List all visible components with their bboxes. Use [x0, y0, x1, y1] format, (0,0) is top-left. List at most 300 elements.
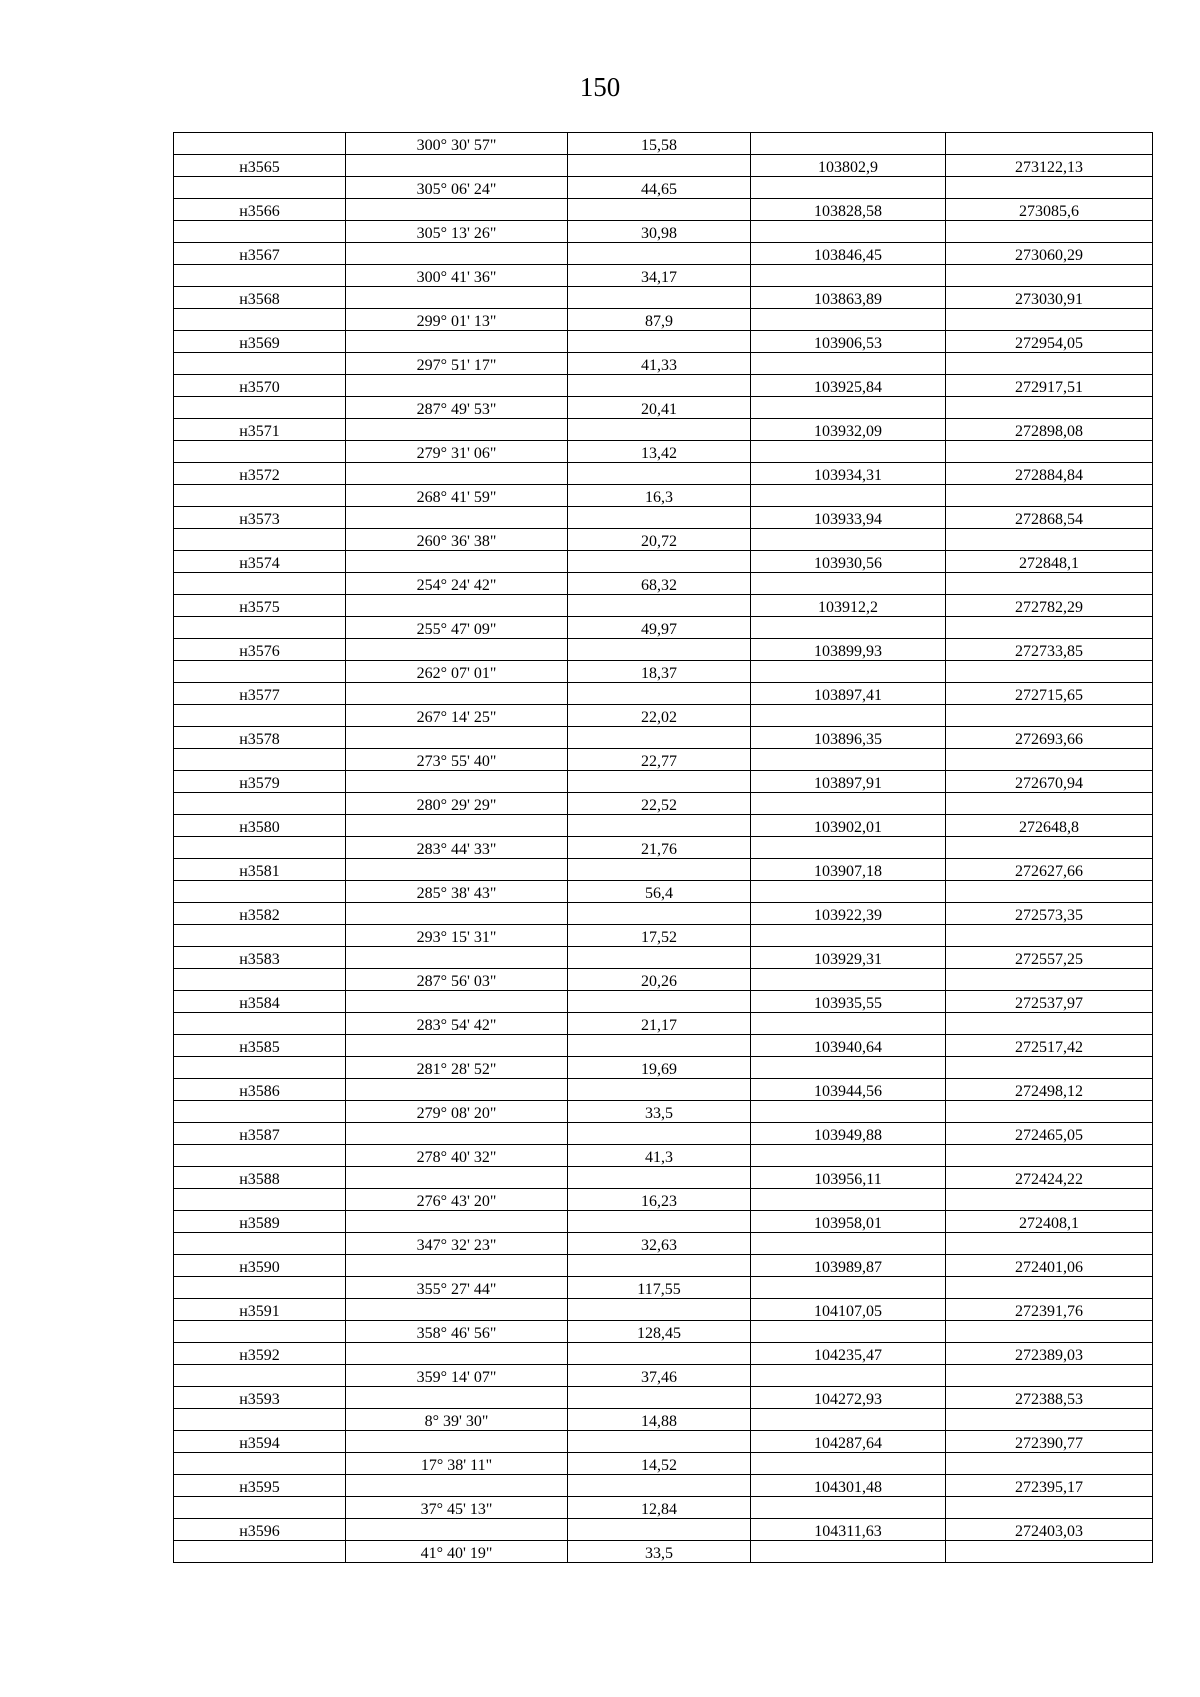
distance-cell: 17,52 [568, 925, 751, 947]
table-row [174, 1167, 1153, 1189]
x-coordinate-cell: 103906,53 [751, 331, 946, 353]
y-coordinate-cell: 272465,05 [946, 1123, 1153, 1145]
y-coordinate-cell [946, 837, 1153, 859]
y-coordinate-cell: 272408,1 [946, 1211, 1153, 1233]
point-name-cell [174, 1321, 346, 1343]
direction-angle-cell [346, 199, 568, 221]
direction-angle-cell: 41° 40' 19" [346, 1541, 568, 1563]
point-name-cell: н3578 [174, 727, 346, 749]
x-coordinate-cell: 104311,63 [751, 1519, 946, 1541]
direction-angle-cell [346, 991, 568, 1013]
point-name-cell: н3569 [174, 331, 346, 353]
table-row [174, 1387, 1153, 1409]
y-coordinate-cell [946, 397, 1153, 419]
distance-cell [568, 1431, 751, 1453]
direction-angle-cell: 255° 47' 09" [346, 617, 568, 639]
table-row [174, 243, 1153, 265]
x-coordinate-cell [751, 881, 946, 903]
direction-angle-cell [346, 947, 568, 969]
distance-cell: 30,98 [568, 221, 751, 243]
y-coordinate-cell [946, 617, 1153, 639]
table-row [174, 1211, 1153, 1233]
point-name-cell: н3588 [174, 1167, 346, 1189]
point-name-cell: н3587 [174, 1123, 346, 1145]
table-row [174, 661, 1153, 683]
y-coordinate-cell: 272868,54 [946, 507, 1153, 529]
point-name-cell [174, 969, 346, 991]
distance-cell: 34,17 [568, 265, 751, 287]
distance-cell: 44,65 [568, 177, 751, 199]
table-row [174, 1079, 1153, 1101]
direction-angle-cell [346, 331, 568, 353]
point-name-cell [174, 309, 346, 331]
distance-cell [568, 683, 751, 705]
table-row [174, 463, 1153, 485]
y-coordinate-cell: 272648,8 [946, 815, 1153, 837]
table-row [174, 529, 1153, 551]
table-row [174, 837, 1153, 859]
direction-angle-cell [346, 1035, 568, 1057]
table-row [174, 331, 1153, 353]
direction-angle-cell: 276° 43' 20" [346, 1189, 568, 1211]
direction-angle-cell [346, 1387, 568, 1409]
table-row [174, 1475, 1153, 1497]
direction-angle-cell: 260° 36' 38" [346, 529, 568, 551]
y-coordinate-cell [946, 573, 1153, 595]
x-coordinate-cell [751, 1233, 946, 1255]
table-row [174, 177, 1153, 199]
y-coordinate-cell [946, 1101, 1153, 1123]
distance-cell: 33,5 [568, 1101, 751, 1123]
distance-cell: 128,45 [568, 1321, 751, 1343]
distance-cell: 41,33 [568, 353, 751, 375]
distance-cell: 22,77 [568, 749, 751, 771]
direction-angle-cell: 279° 08' 20" [346, 1101, 568, 1123]
distance-cell: 37,46 [568, 1365, 751, 1387]
y-coordinate-cell: 272390,77 [946, 1431, 1153, 1453]
point-name-cell [174, 1145, 346, 1167]
table-row [174, 1013, 1153, 1035]
point-name-cell [174, 1453, 346, 1475]
y-coordinate-cell [946, 177, 1153, 199]
direction-angle-cell: 285° 38' 43" [346, 881, 568, 903]
distance-cell: 14,52 [568, 1453, 751, 1475]
table-row [174, 375, 1153, 397]
table-row [174, 1189, 1153, 1211]
y-coordinate-cell: 272715,65 [946, 683, 1153, 705]
x-coordinate-cell [751, 397, 946, 419]
x-coordinate-cell [751, 617, 946, 639]
distance-cell: 14,88 [568, 1409, 751, 1431]
distance-cell: 20,41 [568, 397, 751, 419]
table-row [174, 1453, 1153, 1475]
point-name-cell [174, 221, 346, 243]
y-coordinate-cell [946, 1233, 1153, 1255]
x-coordinate-cell: 104287,64 [751, 1431, 946, 1453]
direction-angle-cell: 262° 07' 01" [346, 661, 568, 683]
distance-cell: 32,63 [568, 1233, 751, 1255]
y-coordinate-cell: 273060,29 [946, 243, 1153, 265]
x-coordinate-cell [751, 1277, 946, 1299]
table-row [174, 771, 1153, 793]
x-coordinate-cell [751, 1409, 946, 1431]
x-coordinate-cell: 103828,58 [751, 199, 946, 221]
distance-cell [568, 815, 751, 837]
table-row [174, 1145, 1153, 1167]
distance-cell [568, 903, 751, 925]
direction-angle-cell [346, 1431, 568, 1453]
direction-angle-cell: 299° 01' 13" [346, 309, 568, 331]
direction-angle-cell [346, 419, 568, 441]
x-coordinate-cell [751, 793, 946, 815]
distance-cell: 22,02 [568, 705, 751, 727]
direction-angle-cell [346, 1167, 568, 1189]
y-coordinate-cell [946, 1145, 1153, 1167]
x-coordinate-cell [751, 177, 946, 199]
distance-cell [568, 331, 751, 353]
direction-angle-cell: 359° 14' 07" [346, 1365, 568, 1387]
distance-cell [568, 1299, 751, 1321]
distance-cell: 117,55 [568, 1277, 751, 1299]
y-coordinate-cell: 272782,29 [946, 595, 1153, 617]
point-name-cell [174, 1189, 346, 1211]
y-coordinate-cell: 272403,03 [946, 1519, 1153, 1541]
direction-angle-cell [346, 727, 568, 749]
direction-angle-cell: 17° 38' 11" [346, 1453, 568, 1475]
point-name-cell [174, 881, 346, 903]
distance-cell: 16,23 [568, 1189, 751, 1211]
y-coordinate-cell [946, 925, 1153, 947]
x-coordinate-cell [751, 441, 946, 463]
direction-angle-cell [346, 155, 568, 177]
point-name-cell: н3571 [174, 419, 346, 441]
point-name-cell: н3568 [174, 287, 346, 309]
table-row [174, 265, 1153, 287]
distance-cell: 20,72 [568, 529, 751, 551]
direction-angle-cell: 297° 51' 17" [346, 353, 568, 375]
y-coordinate-cell: 272733,85 [946, 639, 1153, 661]
distance-cell [568, 1123, 751, 1145]
y-coordinate-cell [946, 793, 1153, 815]
point-name-cell: н3567 [174, 243, 346, 265]
y-coordinate-cell [946, 485, 1153, 507]
distance-cell: 49,97 [568, 617, 751, 639]
x-coordinate-cell [751, 529, 946, 551]
direction-angle-cell [346, 1211, 568, 1233]
coordinates-table-body [174, 133, 1153, 1563]
x-coordinate-cell: 103935,55 [751, 991, 946, 1013]
y-coordinate-cell [946, 661, 1153, 683]
table-row [174, 221, 1153, 243]
distance-cell [568, 595, 751, 617]
direction-angle-cell: 267° 14' 25" [346, 705, 568, 727]
table-row [174, 199, 1153, 221]
direction-angle-cell: 300° 30' 57" [346, 133, 568, 155]
y-coordinate-cell [946, 1365, 1153, 1387]
point-name-cell: н3590 [174, 1255, 346, 1277]
distance-cell: 18,37 [568, 661, 751, 683]
point-name-cell [174, 749, 346, 771]
direction-angle-cell: 283° 44' 33" [346, 837, 568, 859]
table-row [174, 573, 1153, 595]
direction-angle-cell: 283° 54' 42" [346, 1013, 568, 1035]
point-name-cell: н3595 [174, 1475, 346, 1497]
point-name-cell: н3591 [174, 1299, 346, 1321]
x-coordinate-cell: 103956,11 [751, 1167, 946, 1189]
table-row [174, 969, 1153, 991]
table-row [174, 1541, 1153, 1563]
x-coordinate-cell [751, 353, 946, 375]
x-coordinate-cell [751, 837, 946, 859]
point-name-cell: н3573 [174, 507, 346, 529]
x-coordinate-cell [751, 485, 946, 507]
x-coordinate-cell: 103940,64 [751, 1035, 946, 1057]
y-coordinate-cell: 272573,35 [946, 903, 1153, 925]
table-row [174, 639, 1153, 661]
distance-cell: 33,5 [568, 1541, 751, 1563]
x-coordinate-cell [751, 661, 946, 683]
distance-cell: 20,26 [568, 969, 751, 991]
table-row [174, 793, 1153, 815]
x-coordinate-cell: 103930,56 [751, 551, 946, 573]
x-coordinate-cell: 103934,31 [751, 463, 946, 485]
point-name-cell [174, 1409, 346, 1431]
y-coordinate-cell: 272917,51 [946, 375, 1153, 397]
point-name-cell [174, 265, 346, 287]
y-coordinate-cell: 273085,6 [946, 199, 1153, 221]
point-name-cell: н3570 [174, 375, 346, 397]
y-coordinate-cell [946, 1453, 1153, 1475]
table-row [174, 441, 1153, 463]
x-coordinate-cell [751, 1189, 946, 1211]
y-coordinate-cell [946, 1409, 1153, 1431]
direction-angle-cell [346, 243, 568, 265]
table-row [174, 287, 1153, 309]
y-coordinate-cell: 272898,08 [946, 419, 1153, 441]
distance-cell [568, 287, 751, 309]
x-coordinate-cell [751, 969, 946, 991]
y-coordinate-cell: 272693,66 [946, 727, 1153, 749]
point-name-cell [174, 793, 346, 815]
direction-angle-cell: 268° 41' 59" [346, 485, 568, 507]
table-row [174, 1519, 1153, 1541]
x-coordinate-cell: 103897,91 [751, 771, 946, 793]
table-row [174, 617, 1153, 639]
table-row [174, 133, 1153, 155]
distance-cell [568, 727, 751, 749]
point-name-cell: н3577 [174, 683, 346, 705]
direction-angle-cell [346, 463, 568, 485]
table-row [174, 815, 1153, 837]
distance-cell: 13,42 [568, 441, 751, 463]
x-coordinate-cell [751, 573, 946, 595]
distance-cell [568, 419, 751, 441]
table-row [174, 507, 1153, 529]
x-coordinate-cell: 103925,84 [751, 375, 946, 397]
direction-angle-cell [346, 815, 568, 837]
distance-cell [568, 771, 751, 793]
y-coordinate-cell [946, 969, 1153, 991]
direction-angle-cell [346, 595, 568, 617]
direction-angle-cell: 305° 13' 26" [346, 221, 568, 243]
x-coordinate-cell [751, 1541, 946, 1563]
table-row [174, 683, 1153, 705]
x-coordinate-cell [751, 1321, 946, 1343]
y-coordinate-cell [946, 265, 1153, 287]
point-name-cell: н3582 [174, 903, 346, 925]
distance-cell [568, 199, 751, 221]
y-coordinate-cell: 272884,84 [946, 463, 1153, 485]
table-row [174, 485, 1153, 507]
table-row [174, 419, 1153, 441]
table-row [174, 1057, 1153, 1079]
point-name-cell [174, 617, 346, 639]
point-name-cell [174, 661, 346, 683]
point-name-cell [174, 1101, 346, 1123]
table-row [174, 1365, 1153, 1387]
x-coordinate-cell: 103912,2 [751, 595, 946, 617]
y-coordinate-cell: 272954,05 [946, 331, 1153, 353]
x-coordinate-cell: 104301,48 [751, 1475, 946, 1497]
y-coordinate-cell: 273030,91 [946, 287, 1153, 309]
distance-cell [568, 1343, 751, 1365]
y-coordinate-cell: 272389,03 [946, 1343, 1153, 1365]
point-name-cell [174, 397, 346, 419]
y-coordinate-cell: 272627,66 [946, 859, 1153, 881]
x-coordinate-cell: 103897,41 [751, 683, 946, 705]
table-row [174, 903, 1153, 925]
direction-angle-cell [346, 287, 568, 309]
point-name-cell: н3580 [174, 815, 346, 837]
point-name-cell: н3581 [174, 859, 346, 881]
point-name-cell [174, 177, 346, 199]
point-name-cell: н3589 [174, 1211, 346, 1233]
y-coordinate-cell [946, 1189, 1153, 1211]
direction-angle-cell [346, 859, 568, 881]
distance-cell [568, 1387, 751, 1409]
x-coordinate-cell [751, 1101, 946, 1123]
direction-angle-cell [346, 1299, 568, 1321]
direction-angle-cell [346, 375, 568, 397]
table-row [174, 551, 1153, 573]
distance-cell: 41,3 [568, 1145, 751, 1167]
point-name-cell: н3585 [174, 1035, 346, 1057]
table-row [174, 727, 1153, 749]
direction-angle-cell [346, 1475, 568, 1497]
x-coordinate-cell: 103902,01 [751, 815, 946, 837]
x-coordinate-cell [751, 1057, 946, 1079]
y-coordinate-cell: 272848,1 [946, 551, 1153, 573]
direction-angle-cell: 254° 24' 42" [346, 573, 568, 595]
distance-cell [568, 947, 751, 969]
distance-cell [568, 1255, 751, 1277]
distance-cell [568, 639, 751, 661]
y-coordinate-cell: 273122,13 [946, 155, 1153, 177]
direction-angle-cell: 305° 06' 24" [346, 177, 568, 199]
table-row [174, 595, 1153, 617]
table-row [174, 1123, 1153, 1145]
x-coordinate-cell: 103907,18 [751, 859, 946, 881]
point-name-cell [174, 1057, 346, 1079]
point-name-cell [174, 133, 346, 155]
distance-cell: 21,17 [568, 1013, 751, 1035]
distance-cell: 68,32 [568, 573, 751, 595]
table-row [174, 925, 1153, 947]
x-coordinate-cell: 103846,45 [751, 243, 946, 265]
table-row [174, 309, 1153, 331]
point-name-cell [174, 573, 346, 595]
distance-cell [568, 1167, 751, 1189]
x-coordinate-cell: 104272,93 [751, 1387, 946, 1409]
distance-cell [568, 243, 751, 265]
y-coordinate-cell [946, 441, 1153, 463]
direction-angle-cell [346, 683, 568, 705]
table-row [174, 1343, 1153, 1365]
y-coordinate-cell [946, 1277, 1153, 1299]
distance-cell: 19,69 [568, 1057, 751, 1079]
direction-angle-cell: 300° 41' 36" [346, 265, 568, 287]
x-coordinate-cell: 103944,56 [751, 1079, 946, 1101]
point-name-cell: н3565 [174, 155, 346, 177]
y-coordinate-cell: 272391,76 [946, 1299, 1153, 1321]
direction-angle-cell: 347° 32' 23" [346, 1233, 568, 1255]
point-name-cell [174, 485, 346, 507]
direction-angle-cell [346, 1123, 568, 1145]
distance-cell: 12,84 [568, 1497, 751, 1519]
point-name-cell: н3579 [174, 771, 346, 793]
x-coordinate-cell [751, 265, 946, 287]
direction-angle-cell: 358° 46' 56" [346, 1321, 568, 1343]
point-name-cell [174, 529, 346, 551]
x-coordinate-cell: 103958,01 [751, 1211, 946, 1233]
direction-angle-cell [346, 1343, 568, 1365]
y-coordinate-cell [946, 1057, 1153, 1079]
direction-angle-cell [346, 1519, 568, 1541]
y-coordinate-cell [946, 1013, 1153, 1035]
point-name-cell [174, 1233, 346, 1255]
x-coordinate-cell [751, 1145, 946, 1167]
distance-cell: 16,3 [568, 485, 751, 507]
point-name-cell [174, 1497, 346, 1519]
point-name-cell: н3594 [174, 1431, 346, 1453]
x-coordinate-cell: 103863,89 [751, 287, 946, 309]
direction-angle-cell: 287° 49' 53" [346, 397, 568, 419]
distance-cell [568, 1475, 751, 1497]
page-number: 150 [579, 72, 621, 102]
direction-angle-cell [346, 551, 568, 573]
y-coordinate-cell [946, 705, 1153, 727]
table-row [174, 1497, 1153, 1519]
direction-angle-cell: 273° 55' 40" [346, 749, 568, 771]
distance-cell [568, 1211, 751, 1233]
x-coordinate-cell: 103802,9 [751, 155, 946, 177]
direction-angle-cell [346, 1079, 568, 1101]
direction-angle-cell: 355° 27' 44" [346, 1277, 568, 1299]
point-name-cell [174, 1365, 346, 1387]
table-row [174, 991, 1153, 1013]
distance-cell: 21,76 [568, 837, 751, 859]
distance-cell: 56,4 [568, 881, 751, 903]
distance-cell [568, 155, 751, 177]
x-coordinate-cell [751, 705, 946, 727]
table-row [174, 947, 1153, 969]
direction-angle-cell: 8° 39' 30" [346, 1409, 568, 1431]
x-coordinate-cell [751, 749, 946, 771]
point-name-cell [174, 353, 346, 375]
point-name-cell [174, 441, 346, 463]
table-row [174, 1409, 1153, 1431]
distance-cell [568, 507, 751, 529]
